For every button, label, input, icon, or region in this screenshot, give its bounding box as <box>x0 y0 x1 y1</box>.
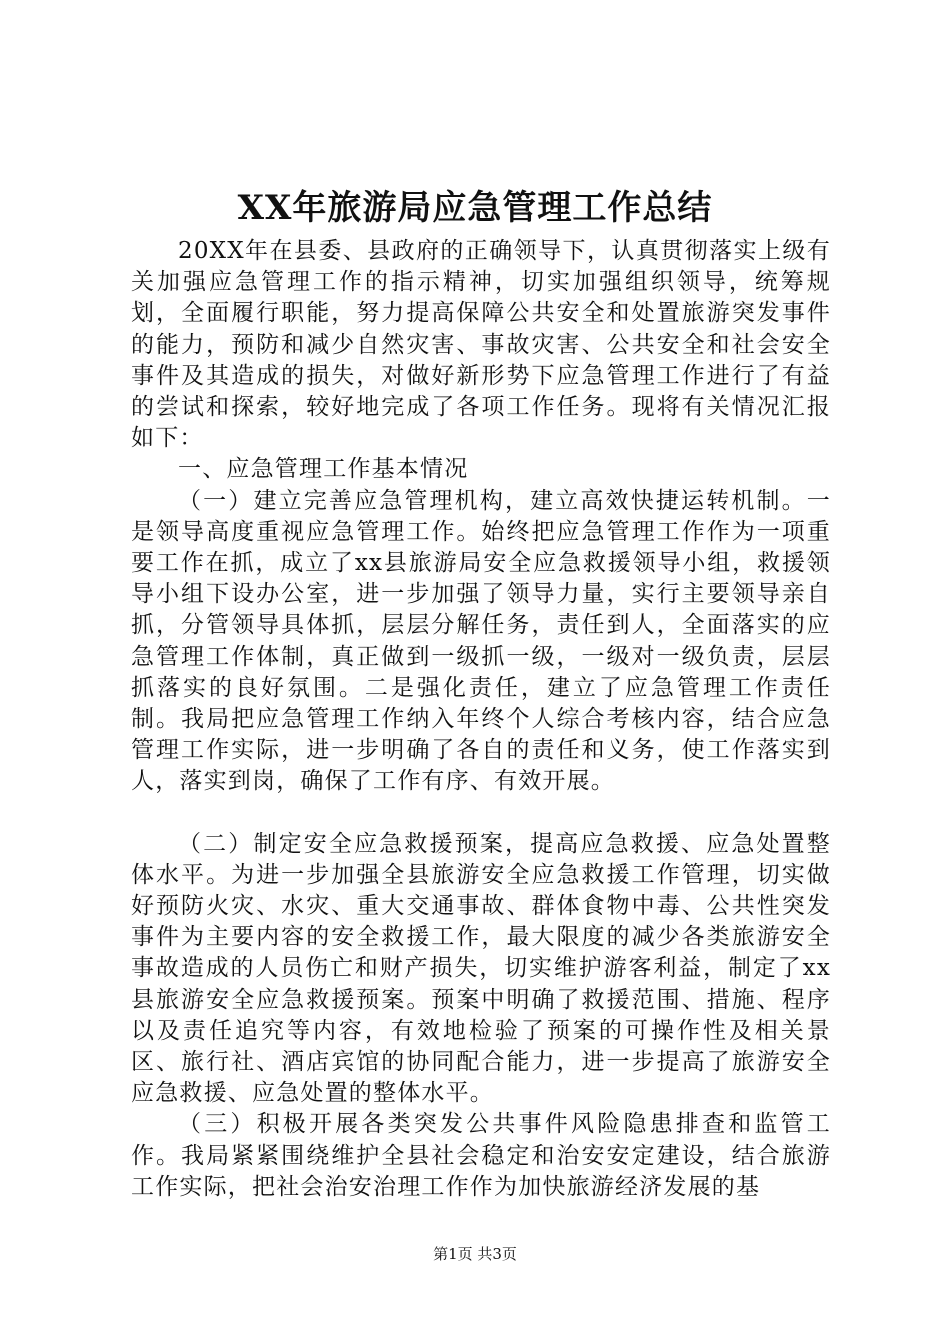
paragraph-section-3: （三）积极开展各类突发公共事件风险隐患排查和监管工作。我局紧紧围绕维护全县社会稳定和治安安定建设，结合旅游工作实际，把社会治安治理工作作为加快旅游经济发展的基 <box>131 1111 831 1200</box>
paragraph-intro: 20XX年在县委、县政府的正确领导下，认真贯彻落实上级有关加强应急管理工作的指示精神，切实加强组织领导，统筹规划，全面履行职能，努力提高保障公共安全和处置旅游突发事件的能力，预防和减少自然灾害、事故灾害、公共安全和社会安全事件及其造成的损失，对做好新形势下应急管理工作进行了有益的尝试和探索，较好地完成了各项工作任务。现将有关情况汇报如下： <box>131 238 831 452</box>
paragraph-section-2: （二）制定安全应急救援预案，提高应急救援、应急处置整体水平。为进一步加强全县旅游安全应急救援工作管理，切实做好预防火灾、水灾、重大交通事故、群体食物中毒、公共性突发事件为主要内容的安全救援工作，最大限度的减少各类旅游安全事故造成的人员伤亡和财产损失，切实维护游客利益，制定了xx县旅游安全应急救援预案。预案中明确了救援范围、措施、程序以及责任追究等内容，有效地检验了预案的可操作性及相关景区、旅行社、酒店宾馆的协同配合能力，进一步提高了旅游安全应急救援、应急处置的整体水平。 <box>131 830 831 1107</box>
document-body <box>131 236 831 1203</box>
section-heading-basic-situation: 一、应急管理工作基本情况 <box>178 456 469 483</box>
document-title: XX年旅游局应急管理工作总结 <box>237 188 713 228</box>
page-footer: 第1页 共3页 <box>433 1245 517 1263</box>
paragraph-section-1: （一）建立完善应急管理机构，建立高效快捷运转机制。一是领导高度重视应急管理工作。始终把应急管理工作作为一项重要工作在抓，成立了xx县旅游局安全应急救援领导小组，救援领导小组下设办公室，进一步加强了领导力量，实行主要领导亲自抓，分管领导具体抓，层层分解任务，责任到人，全面落实的应急管理工作体制，真正做到一级抓一级，一级对一级负责，层层抓落实的良好氛围。二是强化责任，建立了应急管理工作责任制。我局把应急管理工作纳入年终个人综合考核内容，结合应急管理工作实际，进一步明确了各自的责任和义务，使工作落实到人，落实到岗，确保了工作有序、有效开展。 <box>131 487 831 795</box>
